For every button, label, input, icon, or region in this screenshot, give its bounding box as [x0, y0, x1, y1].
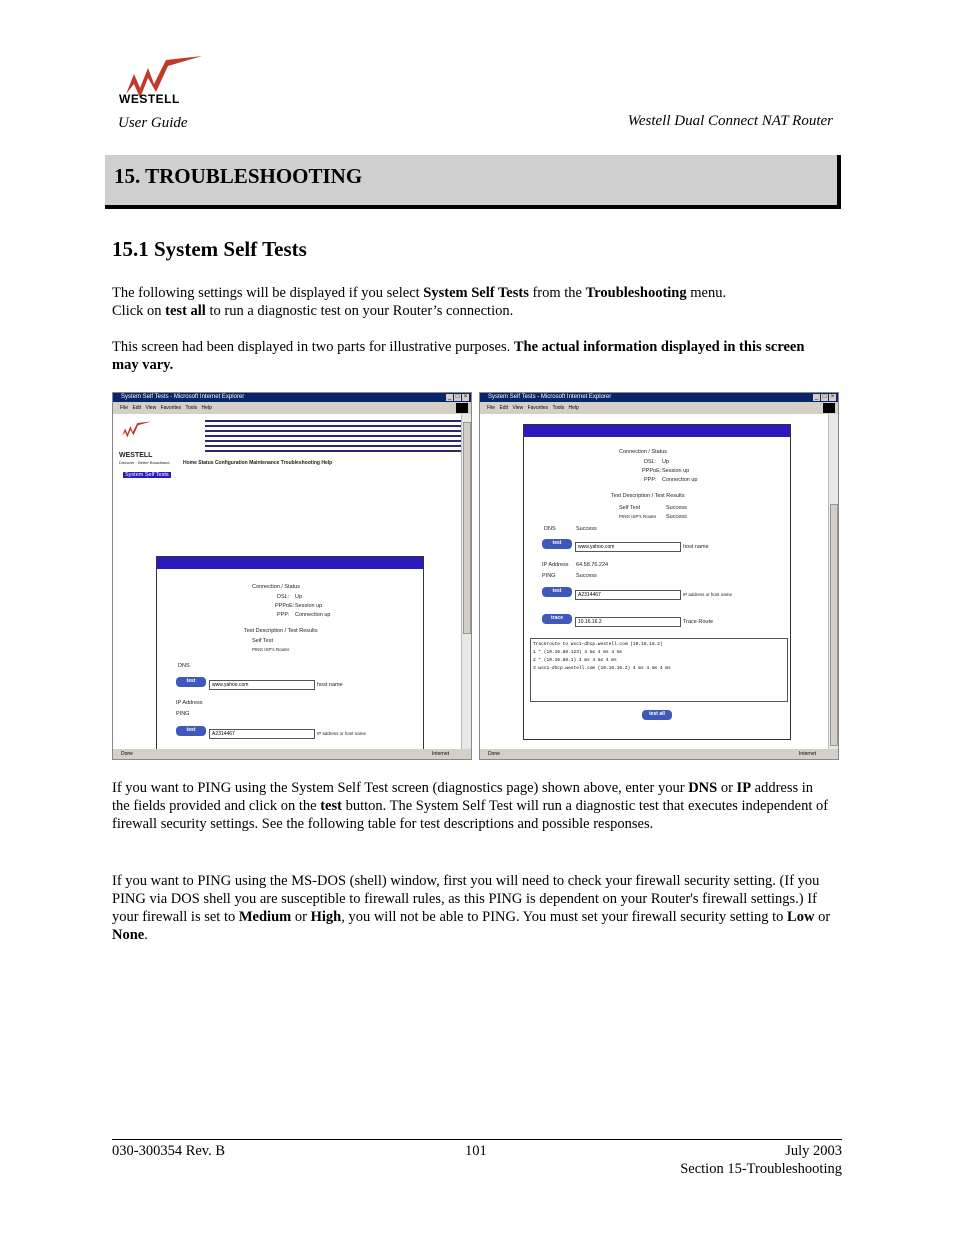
window-title: System Self Tests - Microsoft Internet Explorer: [113, 393, 471, 402]
status-zone: Internet: [432, 751, 449, 757]
browser-viewport: [113, 414, 462, 749]
dns-label: DNS: [544, 526, 556, 532]
trace-output[interactable]: [530, 638, 788, 702]
trace-button[interactable]: trace: [542, 614, 572, 624]
dns-result: Success: [576, 526, 597, 532]
ip-address-label: IP Address: [542, 562, 569, 568]
tagline: Discover · Better Broadband: [119, 460, 170, 465]
westell-mini-logo: [119, 420, 151, 442]
close-icon: ×: [463, 394, 468, 400]
ip-address-label: IP Address: [176, 700, 203, 706]
test-all-button[interactable]: test all: [642, 710, 672, 720]
ie-logo-icon: [823, 403, 835, 413]
test-desc-heading: Test Description / Test Results: [611, 493, 685, 499]
logo-wordmark: WESTELL: [119, 92, 180, 106]
status-done: Done: [113, 749, 471, 759]
intro-paragraph: The following settings will be displayed if you select System Self Tests from the Troubleshooting menu. Click on test all to run a diagnostic test on your Router’s connection.: [112, 285, 727, 319]
window-title: System Self Tests - Microsoft Internet Explorer: [480, 393, 838, 402]
brand: WESTELL: [119, 452, 153, 459]
window-controls: [813, 394, 836, 401]
footer-page-number: 101: [465, 1143, 487, 1159]
ping-isp-label: PING ISP's Router: [252, 647, 290, 652]
host-name-label: host name: [683, 544, 709, 550]
maximize-icon: □: [455, 394, 460, 400]
footer-rule: [112, 1139, 842, 1140]
note-paragraph: This screen had been displayed in two parts for illustrative purposes. The actual information displayed in this screen may vary.: [112, 339, 805, 373]
header-right: Westell Dual Connect NAT Router: [627, 113, 833, 129]
minimize-icon: _: [814, 394, 819, 400]
self-test-label: Self Test: [252, 638, 273, 644]
window-controls: [446, 394, 469, 401]
ping-isp-result: Success: [666, 514, 687, 520]
pppoe-value: Session up: [295, 603, 323, 609]
self-test-label: Self Test: [619, 505, 640, 511]
dns-label: DNS: [178, 663, 190, 669]
dsl-label: DSL:: [277, 594, 290, 600]
trace-line: 3 wsc1-dhcp.westell.com (10.16.16.2) 4 ms 4 ms 4 ms: [533, 666, 671, 671]
status-zone: Internet: [799, 751, 816, 757]
pppoe-value: Session up: [662, 468, 690, 474]
pppoe-label: PPPoE:: [642, 468, 662, 474]
status-done: Done: [480, 749, 838, 759]
dsl-value: Up: [295, 594, 303, 600]
trace-line: Traceroute to wsc1-dhcp.westell.com (10.16.16.2): [533, 642, 663, 647]
ping-gui-paragraph: If you want to PING using the System Self Test screen (diagnostics page) shown above, enter your DNS or IP address in the fields provided and click on the test button. The System Self Test will run a diagnostic test that executes independent of firewall security settings. See the following table for test descriptions and possible responses.: [112, 780, 829, 832]
chapter-banner: [105, 155, 841, 209]
ie-logo-icon: [456, 403, 468, 413]
maximize-icon: □: [822, 394, 827, 400]
ip-address-value: 64.58.76.224: [576, 562, 609, 568]
ppp-label: PPP:: [277, 612, 290, 618]
self-test-panel: [523, 424, 791, 740]
ppp-value: Connection up: [662, 477, 698, 483]
ip-input[interactable]: A2314467: [575, 590, 681, 600]
header-left: User Guide: [118, 115, 188, 131]
dns-input[interactable]: www.yahoo.com: [209, 680, 315, 690]
minimize-icon: _: [447, 394, 452, 400]
self-test-panel: [156, 556, 424, 758]
vertical-scrollbar[interactable]: [828, 414, 838, 749]
ping-result: Success: [576, 573, 597, 579]
vertical-scrollbar[interactable]: [461, 414, 471, 749]
ip-input[interactable]: A2314467: [209, 729, 315, 739]
close-icon: ×: [830, 394, 835, 400]
conn-status-heading: Connection / Status: [252, 584, 301, 590]
dns-input[interactable]: www.yahoo.com: [575, 542, 681, 552]
dns-test-button[interactable]: test: [176, 677, 206, 687]
trace-route-label: Trace Route: [683, 619, 714, 625]
ping-test-button[interactable]: test: [176, 726, 206, 736]
test-desc-heading: Test Description / Test Results: [244, 628, 318, 634]
footer-date: July 2003: [785, 1143, 842, 1159]
ping-isp-label: PING ISP's Router: [619, 514, 657, 519]
ping-label: PING: [542, 573, 556, 579]
self-test-result: Success: [666, 505, 687, 511]
dsl-label: DSL:: [644, 459, 657, 465]
screenshot-left: [112, 392, 472, 760]
section-title: 15.1 System Self Tests: [112, 237, 307, 261]
ip-host-label: IP address or host name: [683, 592, 732, 597]
menu-bar[interactable]: File Edit View Favorites Tools Help: [480, 402, 838, 414]
nav-bar[interactable]: Home Status Configuration Maintenance Troubleshooting Help: [183, 460, 333, 466]
menu-bar[interactable]: File Edit View Favorites Tools Help: [113, 402, 471, 414]
chapter-title: 15. TROUBLESHOOTING: [114, 164, 363, 188]
pppoe-label: PPPoE:: [275, 603, 295, 609]
trace-line: 2 * (10.16.88.1) 4 ms 4 ms 4 ms: [533, 658, 617, 663]
ping-label: PING: [176, 711, 190, 717]
ppp-label: PPP:: [644, 477, 657, 483]
ping-test-button[interactable]: test: [542, 587, 572, 597]
dsl-value: Up: [662, 459, 670, 465]
side-link-self-tests[interactable]: System Self Tests: [125, 472, 169, 478]
trace-line: 1 * (10.16.88.123) 4 ms 4 ms 4 ms: [533, 650, 623, 655]
host-name-label: host name: [317, 682, 343, 688]
footer-section: Section 15-Troubleshooting: [680, 1161, 842, 1177]
ping-dos-paragraph: If you want to PING using the MS-DOS (shell) window, first you will need to check your firewall security setting. (If you PING via DOS shell you are susceptible to firewall rules, as this PING is dependent on your Router's firewall settings.) If your firewall is set to Medium or High, you will not be able to PING. You must set your firewall security setting to Low or None.: [112, 873, 831, 943]
footer-doc-number: 030-300354 Rev. B: [112, 1143, 226, 1159]
browser-viewport: [480, 414, 829, 749]
screenshot-right: [479, 392, 839, 760]
dns-test-button[interactable]: test: [542, 539, 572, 549]
ppp-value: Connection up: [295, 612, 331, 618]
conn-status-heading: Connection / Status: [619, 449, 668, 455]
ip-host-label: IP address or host name: [317, 731, 366, 736]
trace-input[interactable]: 10.16.16.2: [575, 617, 681, 627]
